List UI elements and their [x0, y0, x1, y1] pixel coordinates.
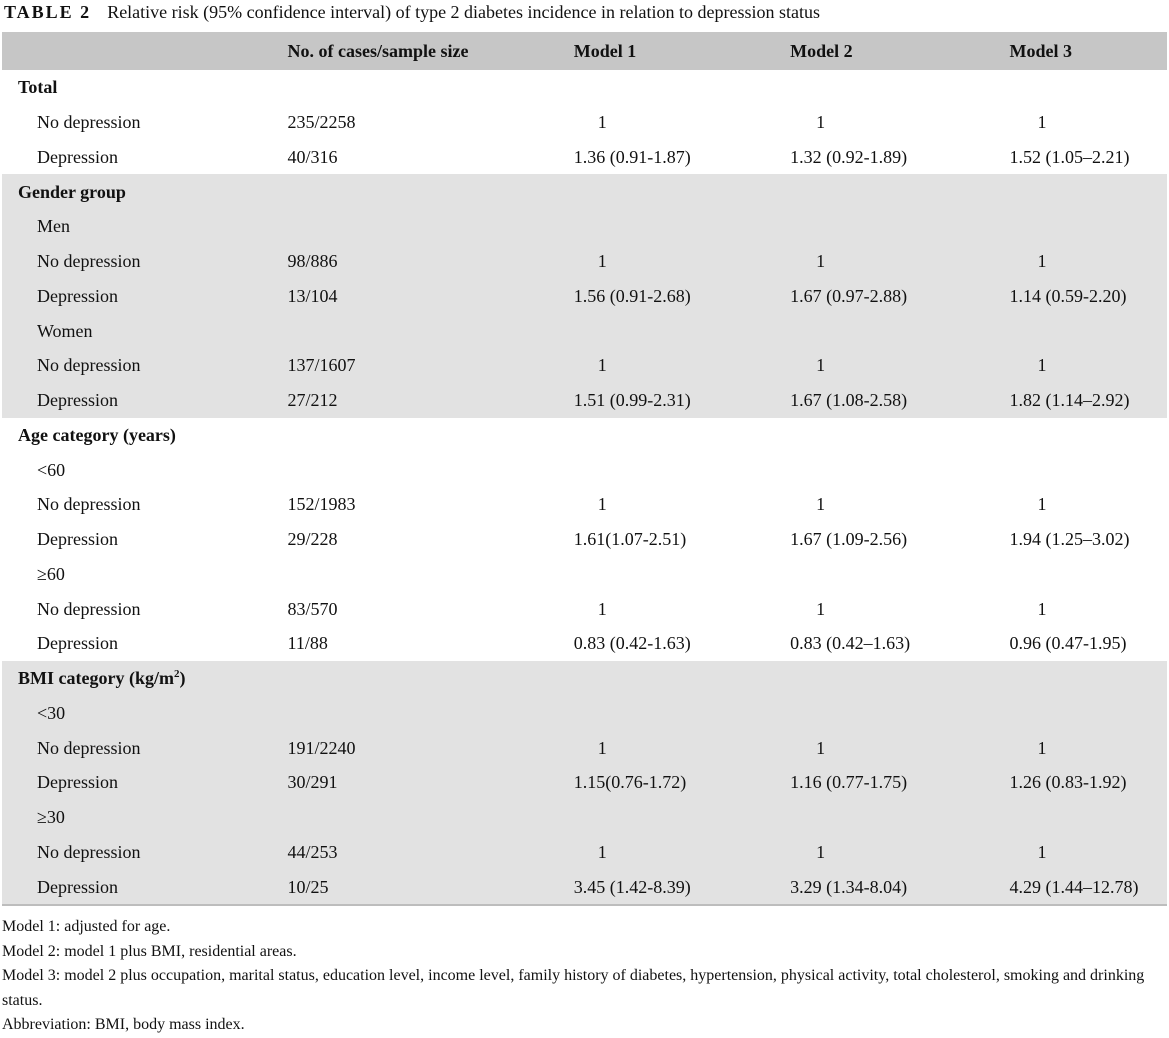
results-table — [2, 32, 1167, 906]
model2-cell: 1 — [816, 737, 826, 758]
subgroup-label: <30 — [37, 702, 66, 723]
row-label: Depression — [37, 772, 118, 793]
table-row — [2, 383, 1167, 418]
section-row-gender — [2, 174, 1167, 209]
header-blank — [2, 32, 286, 70]
model3-cell: 1.14 (0.59-2.20) — [1009, 285, 1127, 306]
subgroup-label: ≥60 — [37, 563, 65, 584]
subgroup-label: Women — [37, 320, 93, 341]
subgroup-label: <60 — [37, 459, 66, 480]
model1-cell: 1.36 (0.91-1.87) — [573, 146, 691, 167]
model3-cell: 1 — [1037, 841, 1047, 862]
footnote-model2: Model 2: model 1 plus BMI, residential areas. — [2, 942, 297, 960]
model2-cell: 1 — [816, 841, 826, 862]
table-caption — [4, 0, 820, 26]
row-label: Depression — [37, 390, 118, 411]
model3-cell: 1.52 (1.05–2.21) — [1009, 146, 1130, 167]
model1-cell: 1.15(0.76-1.72) — [573, 772, 687, 793]
cases-cell: 29/228 — [287, 529, 338, 550]
header-row — [2, 32, 1167, 70]
row-label: Depression — [37, 633, 118, 654]
cases-cell: 137/1607 — [287, 355, 356, 376]
model2-cell: 1 — [816, 494, 826, 515]
model1-cell: 3.45 (1.42-8.39) — [573, 876, 691, 897]
row-label: No depression — [37, 355, 141, 376]
model3-cell: 1 — [1037, 737, 1047, 758]
cases-cell: 191/2240 — [287, 737, 356, 758]
cases-cell: 13/104 — [287, 285, 338, 306]
subgroup-row-30-plus — [2, 800, 1167, 835]
row-label: Depression — [37, 285, 118, 306]
model1-cell: 1 — [597, 112, 607, 133]
subgroup-label: ≥30 — [37, 807, 65, 828]
model1-cell: 1 — [597, 598, 607, 619]
table-row — [2, 279, 1167, 314]
row-label: Depression — [37, 529, 118, 550]
row-label: Depression — [37, 876, 118, 897]
subgroup-row-men — [2, 209, 1167, 244]
table-row — [2, 522, 1167, 557]
cases-cell: 40/316 — [287, 146, 338, 167]
model2-cell: 1.16 (0.77-1.75) — [790, 772, 908, 793]
cases-cell: 235/2258 — [287, 112, 356, 133]
footnote-model1: Model 1: adjusted for age. — [2, 918, 171, 935]
row-label: No depression — [37, 598, 141, 619]
model3-cell: 1 — [1037, 112, 1047, 133]
section-row-bmi — [2, 661, 1167, 696]
subgroup-row-under-60 — [2, 452, 1167, 487]
model3-cell: 1 — [1037, 355, 1047, 376]
table-row — [2, 730, 1167, 765]
cases-cell: 83/570 — [287, 598, 338, 619]
section-title-sup: 2 — [173, 668, 180, 681]
model1-cell: 0.83 (0.42-1.63) — [573, 633, 691, 654]
section-title: Age category (years) — [18, 424, 176, 445]
table-row — [2, 487, 1167, 522]
table-title: Relative risk (95% confidence interval) of type 2 diabetes incidence in relation to depression status — [107, 2, 820, 22]
table-row — [2, 869, 1167, 905]
model1-cell: 1.51 (0.99-2.31) — [573, 390, 691, 411]
footnote-model3: Model 3: model 2 plus occupation, marital status, education level, income level, family history of diabetes, hypertension, physical activity, total cholesterol, smoking and drinking status. — [2, 967, 1145, 1009]
cases-cell: 152/1983 — [287, 494, 356, 515]
model3-cell: 1.26 (0.83-1.92) — [1009, 772, 1127, 793]
model2-cell: 1 — [816, 112, 826, 133]
model1-cell: 1 — [597, 841, 607, 862]
model1-cell: 1 — [597, 737, 607, 758]
model3-cell: 0.96 (0.47-1.95) — [1009, 633, 1127, 654]
table-footnotes — [2, 915, 1152, 1038]
cases-cell: 11/88 — [287, 633, 328, 654]
model2-cell: 1.67 (0.97-2.88) — [790, 285, 908, 306]
model2-cell: 3.29 (1.34-8.04) — [790, 876, 908, 897]
model3-cell: 1 — [1037, 598, 1047, 619]
table-row — [2, 591, 1167, 626]
model2-cell: 1.67 (1.09-2.56) — [790, 529, 908, 550]
header-model3: Model 3 — [1009, 41, 1072, 61]
row-label: Depression — [37, 146, 118, 167]
cases-cell: 27/212 — [287, 390, 338, 411]
table-row — [2, 835, 1167, 870]
model3-cell: 4.29 (1.44–12.78) — [1009, 876, 1139, 897]
cases-cell: 44/253 — [287, 841, 338, 862]
row-label: No depression — [37, 112, 141, 133]
table-row — [2, 105, 1167, 140]
table-row — [2, 765, 1167, 800]
header-model1: Model 1 — [573, 41, 637, 61]
subgroup-row-under-30 — [2, 696, 1167, 731]
cases-cell: 98/886 — [287, 251, 338, 272]
header-cases: No. of cases/sample size — [287, 41, 469, 61]
row-label: No depression — [37, 251, 141, 272]
model1-cell: 1 — [597, 251, 607, 272]
model3-cell: 1 — [1037, 494, 1047, 515]
row-label: No depression — [37, 737, 141, 758]
table-label: TABLE 2 — [4, 2, 92, 22]
model3-cell: 1.94 (1.25–3.02) — [1009, 529, 1130, 550]
row-label: No depression — [37, 841, 141, 862]
cases-cell: 30/291 — [287, 772, 338, 793]
table-row — [2, 626, 1167, 661]
model1-cell: 1.61(1.07-2.51) — [573, 529, 687, 550]
section-row-total — [2, 70, 1167, 105]
model2-cell: 1.32 (0.92-1.89) — [790, 146, 908, 167]
subgroup-label: Men — [37, 216, 70, 237]
section-row-age — [2, 418, 1167, 453]
table-row — [2, 348, 1167, 383]
subgroup-row-women — [2, 313, 1167, 348]
section-title-end: ) — [179, 668, 186, 689]
model2-cell: 1 — [816, 598, 826, 619]
header-model2: Model 2 — [790, 41, 853, 61]
row-label: No depression — [37, 494, 141, 515]
section-title: Total — [18, 77, 58, 98]
section-title — [2, 661, 1167, 696]
subgroup-row-60-plus — [2, 557, 1167, 592]
model2-cell: 0.83 (0.42–1.63) — [790, 633, 911, 654]
footnote-abbreviation: Abbreviation: BMI, body mass index. — [2, 1016, 245, 1033]
model1-cell: 1 — [597, 355, 607, 376]
table-row — [2, 244, 1167, 279]
model2-cell: 1.67 (1.08-2.58) — [790, 390, 908, 411]
model2-cell: 1 — [816, 355, 826, 376]
model3-cell: 1 — [1037, 251, 1047, 272]
section-title: Gender group — [18, 181, 126, 202]
model1-cell: 1.56 (0.91-2.68) — [573, 285, 691, 306]
model1-cell: 1 — [597, 494, 607, 515]
table-row — [2, 140, 1167, 175]
cases-cell: 10/25 — [287, 876, 329, 897]
model3-cell: 1.82 (1.14–2.92) — [1009, 390, 1130, 411]
model2-cell: 1 — [816, 251, 826, 272]
section-title-text: BMI category (kg/m — [18, 668, 174, 689]
